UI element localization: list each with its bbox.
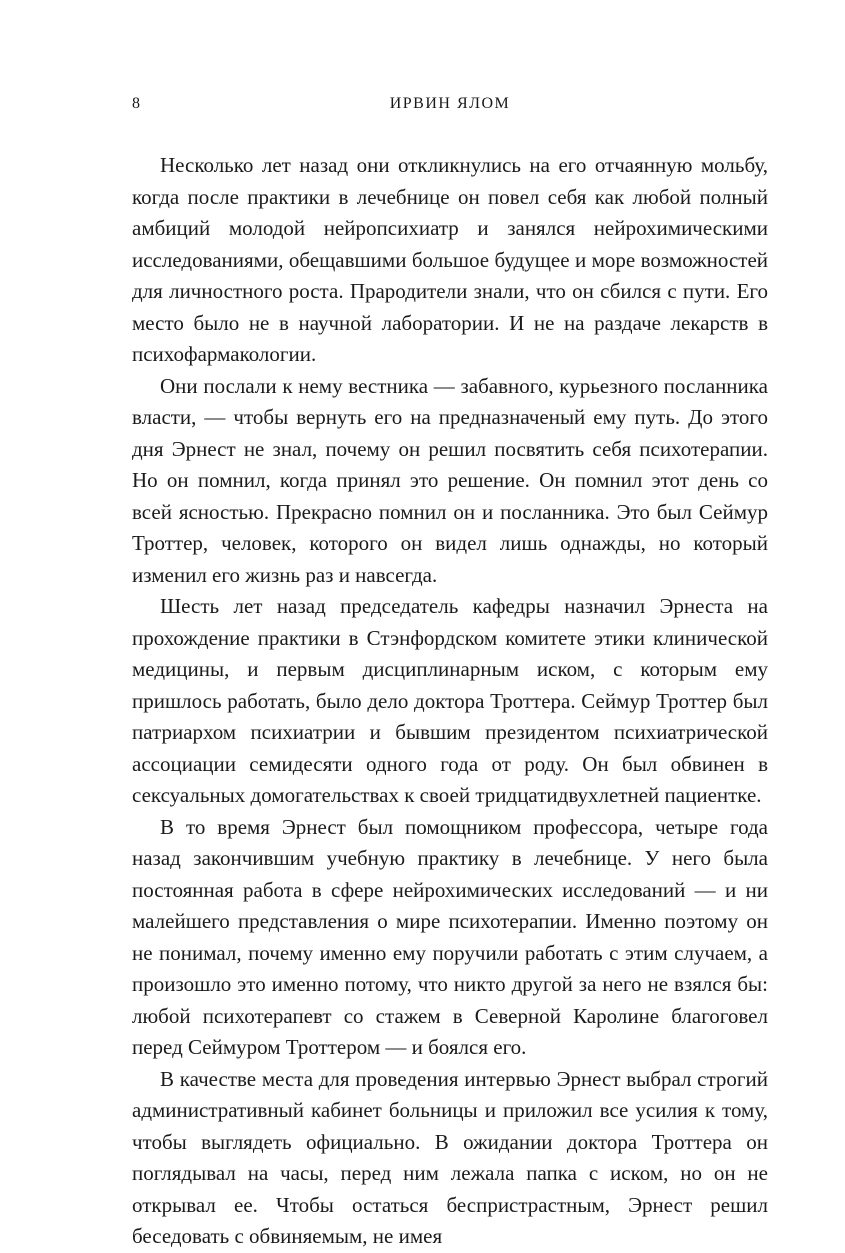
paragraph: В качестве места для проведения интервью Эрнест выбрал строгий административный кабинет больницы и приложил все усилия к тому, чтобы выглядеть официально. В ожидании доктора Троттера он поглядывал на часы, перед ним лежала папка с иском, но он не открывал ее. Чтобы остаться беспристрастным, Эрнест решил беседовать с обвиняемым, не имея (132, 1066, 768, 1248)
paragraph: Они послали к нему вестника — забавного, курьезного посланника власти, — чтобы вернуть его на предназначеный ему путь. До этого дня Эрнест не знал, почему он решил посвятить себя психотерапии. Но он помнил, когда принял это решение. Он помнил этот день со всей ясностью. Прекрасно помнил он и посланника. Это был Сеймур Троттер, человек, которого он видел лишь однажды, но который изменил его жизнь раз и навсегда. (132, 373, 768, 587)
paragraph: В то время Эрнест был помощником профессора, четыре года назад закончившим учебную практику в лечебнице. У него была постоянная работа в сфере нейрохимических исследований — и ни малейшего представления о мире психотерапии. Именно поэтому он не понимал, почему именно ему поручили работать с этим случаем, а произошло это именно потому, что никто другой за него не взялся бы: любой психотерапевт со стажем в Северной Каролине благоговел перед Сеймуром Троттером — и боялся его. (132, 814, 768, 1059)
book-author: ИРВИН ЯЛОМ (389, 95, 511, 112)
body-text (132, 150, 768, 1253)
running-head (132, 95, 768, 119)
page-number: 8 (132, 95, 141, 112)
paragraph: Несколько лет назад они откликнулись на его отчаянную мольбу, когда после практики в лечебнице он повел себя как любой полный амбиций молодой нейропсихиатр и занялся нейрохимическими исследованиями, обещавшими большое будущее и море возможностей для личностного роста. Прародители знали, что он сбился с пути. Его место было не в научной лаборатории. И не на раздаче лекарств в психофармакологии. (132, 153, 768, 366)
paragraph: Шесть лет назад председатель кафедры назначил Эрнеста на прохождение практики в Стэнфордском комитете этики клинической медицины, и первым дисциплинарным иском, с которым ему пришлось работать, было дело доктора Троттера. Сеймур Троттер был патриархом психиатрии и бывшим президентом психиатрической ассоциации семидесяти одного года от роду. Он был обвинен в сексуальных домогательствах к своей тридцатидвухлетней пациентке. (132, 594, 768, 807)
